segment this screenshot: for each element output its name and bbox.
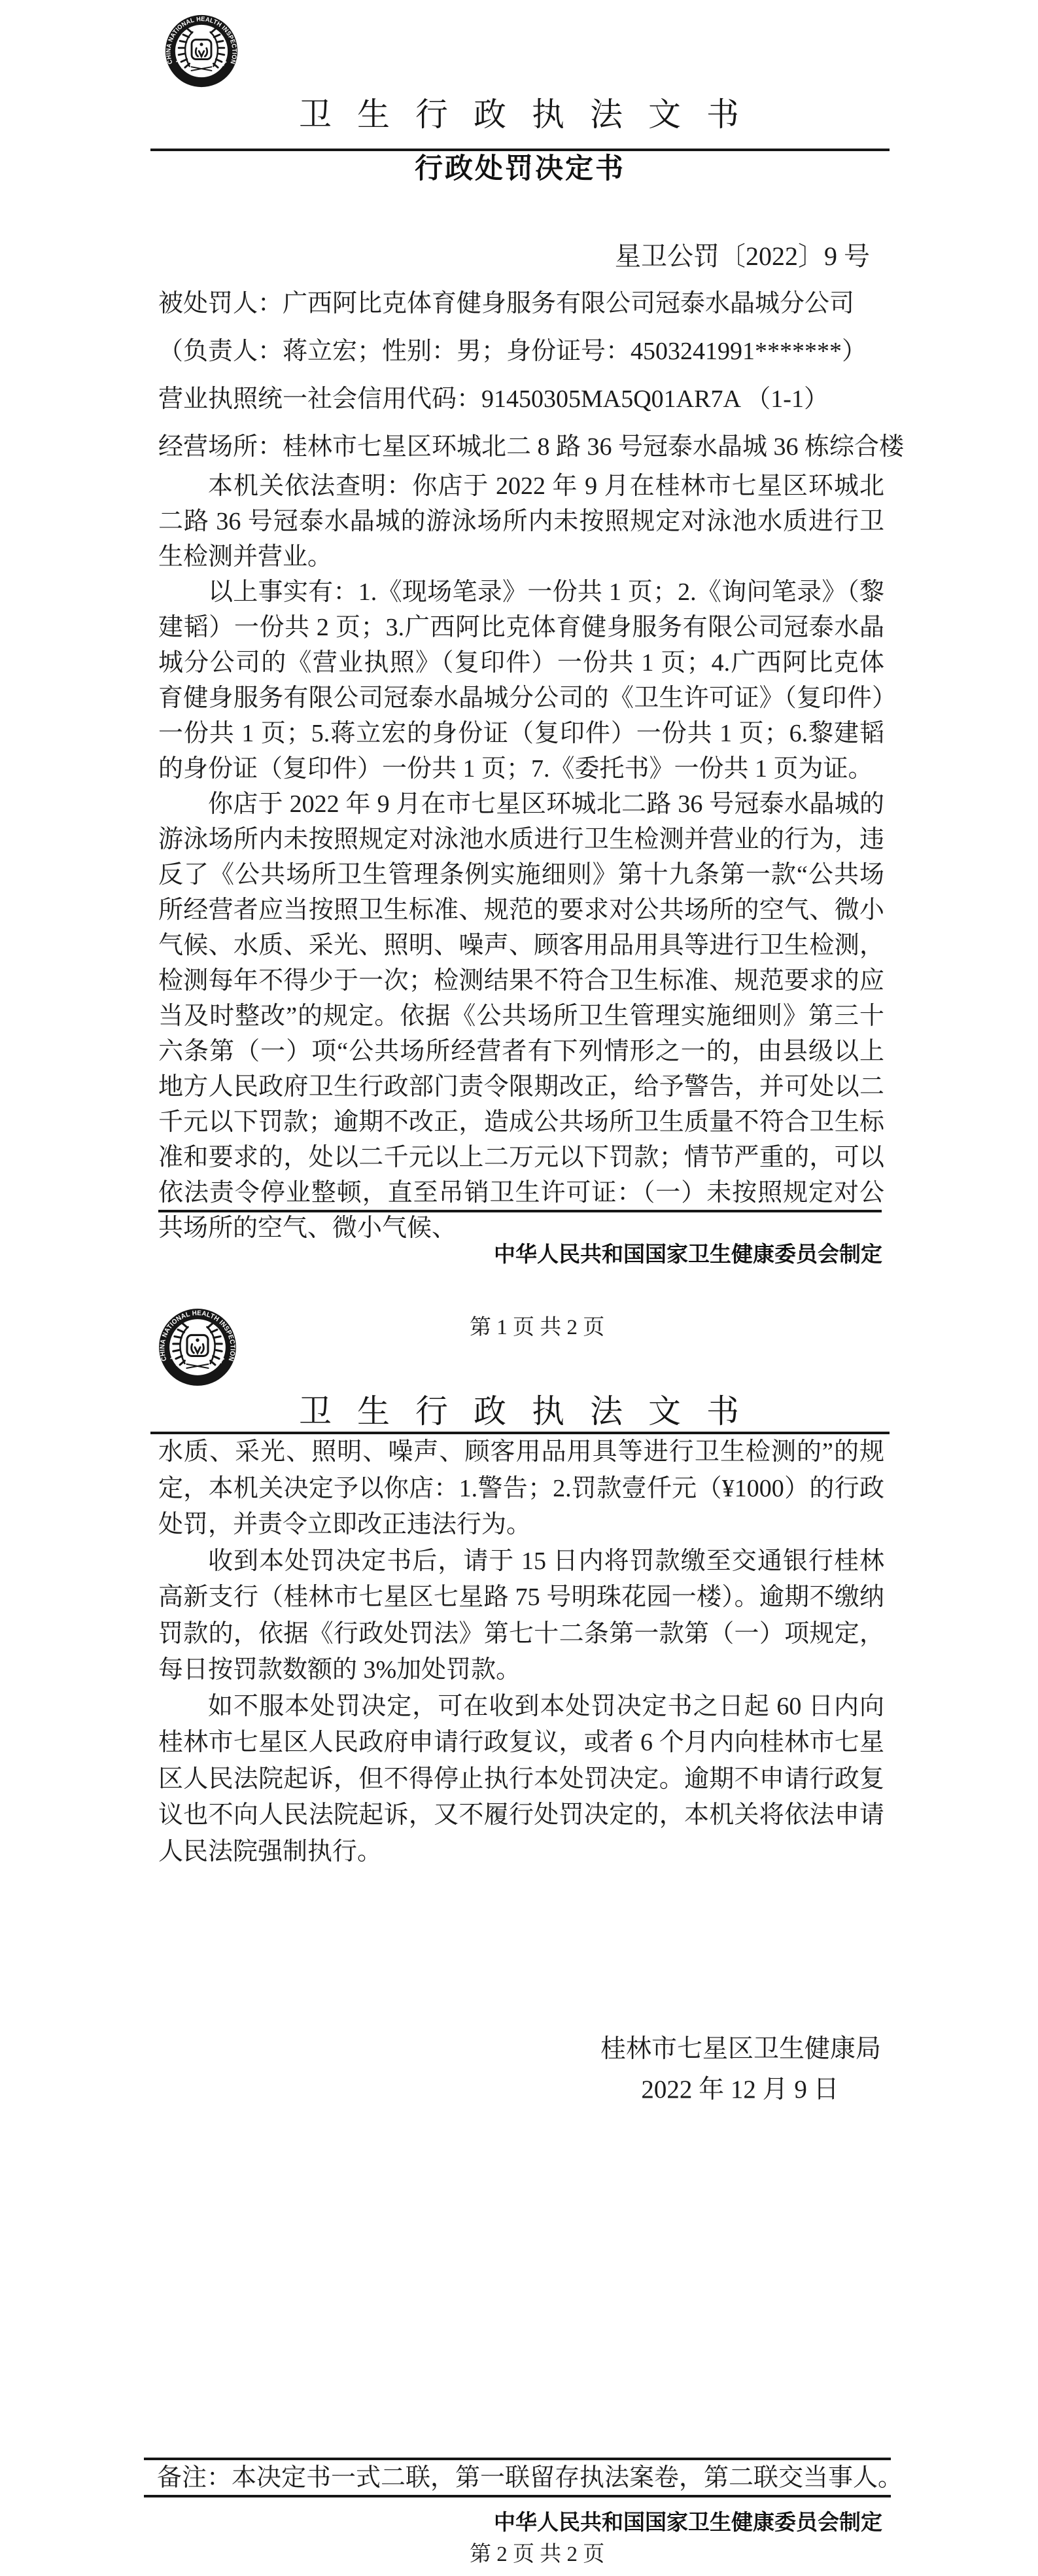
form-set-title: 卫生行政执法文书: [299, 1393, 765, 1430]
issue-date: 2022 年 12 月 9 日: [641, 2075, 839, 2104]
page1-body: [158, 468, 884, 1246]
field-punished-party: 被处罚人：广西阿比克体育健身服务有限公司冠泰水晶城分公司: [158, 290, 855, 317]
seal-emblem-icon: [192, 40, 211, 60]
health-inspection-seal: [164, 13, 239, 89]
para-appeal: 如不服本处罚决定，可在收到本处罚决定书之日起 60 日内向桂林市七星区人民政府申请行政复议，或者 6 个月内向桂林市七星区人民法院起诉，但不得停止执行本处罚决定。逾期不申请行政复议也不向人民法院起诉，又不履行处罚决定的，本机关将依法申请人民法院强制执行。: [158, 1692, 884, 1865]
party-fields: [158, 280, 905, 471]
publisher-note-page1: 中华人民共和国国家卫生健康委员会制定: [494, 1242, 882, 1266]
page2-body: [158, 1434, 884, 1870]
page1-footer-divider: [158, 1210, 882, 1212]
field-license-code: 营业执照统一社会信用代码：91450305MA5Q01AR7A （1-1）: [158, 385, 829, 413]
para-decision: 水质、采光、照明、噪声、顾客用品用具等进行卫生检测的”的规定，本机关决定予以你店：1.警告；2.罚款壹仟元（¥1000）的行政处罚，并责令立即改正违法行为。: [158, 1438, 884, 1538]
field-principal: （负责人：蒋立宏；性别：男；身份证号：4503241991*******）: [158, 338, 867, 365]
seal-text-en: CHINA NATIONAL HEALTH INSPECTION: [159, 1309, 236, 1362]
remark-note: 备注：本决定书一式二联，第一联留存执法案卷，第二联交当事人。: [157, 2464, 903, 2492]
page-indicator-page1: 第 1 页 共 2 页: [470, 1316, 605, 1339]
health-inspection-seal: [157, 1307, 238, 1388]
seal-text-zh: 中国卫生监督: [173, 53, 230, 77]
para-findings: 本机关依法查明：你店于 2022 年 9 月在桂林市七星区环城北二路 36 号冠泰水晶城的游泳场所内未按照规定对泳池水质进行卫生检测并营业。: [158, 472, 884, 571]
header-divider: [150, 149, 890, 151]
seal-text-en: CHINA NATIONAL HEALTH INSPECTION: [165, 16, 238, 65]
remark-divider-top: [144, 2458, 891, 2460]
para-payment: 收到本处罚决定书后，请于 15 日内将罚款缴至交通银行桂林高新支行（桂林市七星区七星路 75 号明珠花园一楼）。逾期不缴纳罚款的，依据《行政处罚法》第七十二条第一款第（一）项规定，每日按罚款数额的 3%加处罚款。: [158, 1547, 884, 1684]
page-indicator-page2: 第 2 页 共 2 页: [470, 2543, 605, 2566]
remark-divider-bottom: [144, 2495, 891, 2497]
document-title: 行政处罚决定书: [415, 153, 625, 185]
field-premises: 经营场所：桂林市七星区环城北二 8 路 36 号冠泰水晶城 36 栋综合楼: [158, 433, 905, 461]
issuing-agency: 桂林市七星区卫生健康局: [600, 2035, 881, 2063]
para-evidence: 以上事实有：1.《现场笔录》一份共 1 页；2.《询问笔录》（黎建韬）一份共 2 页；3.广西阿比克体育健身服务有限公司冠泰水晶城分公司的《营业执照》（复印件）一份共 1 页；4.广西阿比克体育健身服务有限公司冠泰水晶城分公司的《卫生许可证》（复印件）一份共 1 页；5.蒋立宏的身份证（复印件）一份共 1 页；6.黎建韬的身份证（复印件）一份共 1 页；7.《委托书》一份共 1 页为证。: [158, 578, 884, 783]
para-violation: 你店于 2022 年 9 月在市七星区环城北二路 36 号冠泰水晶城的游泳场所内未按照规定对泳池水质进行卫生检测并营业的行为，违反了《公共场所卫生管理条例实施细则》第十九条第一款“公共场所经营者应当按照卫生标准、规范的要求对公共场所的空气、微小气候、水质、采光、照明、噪声、顾客用品用具等进行卫生检测，检测每年不得少于一次；检测结果不符合卫生标准、规范要求的应当及时整改”的规定。依据《公共场所卫生管理实施细则》第三十六条第（一）项“公共场所经营者有下列情形之一的，由县级以上地方人民政府卫生行政部门责令限期改正，给予警告，并可处以二千元以下罚款；逾期不改正，造成公共场所卫生质量不符合卫生标准和要求的，处以二千元以上二万元以下罚款；情节严重的，可以依法责令停业整顿，直至吊销卫生许可证：（一）未按照规定对公共场所的空气、微小气候、: [158, 790, 884, 1242]
seal-text-zh: 中国卫生监督: [167, 1349, 228, 1375]
seal-emblem-icon: [187, 1335, 208, 1356]
publisher-note-page2: 中华人民共和国国家卫生健康委员会制定: [494, 2510, 882, 2534]
document-number: 星卫公罚〔2022〕9 号: [615, 241, 870, 271]
form-set-title: 卫生行政执法文书: [299, 96, 765, 133]
